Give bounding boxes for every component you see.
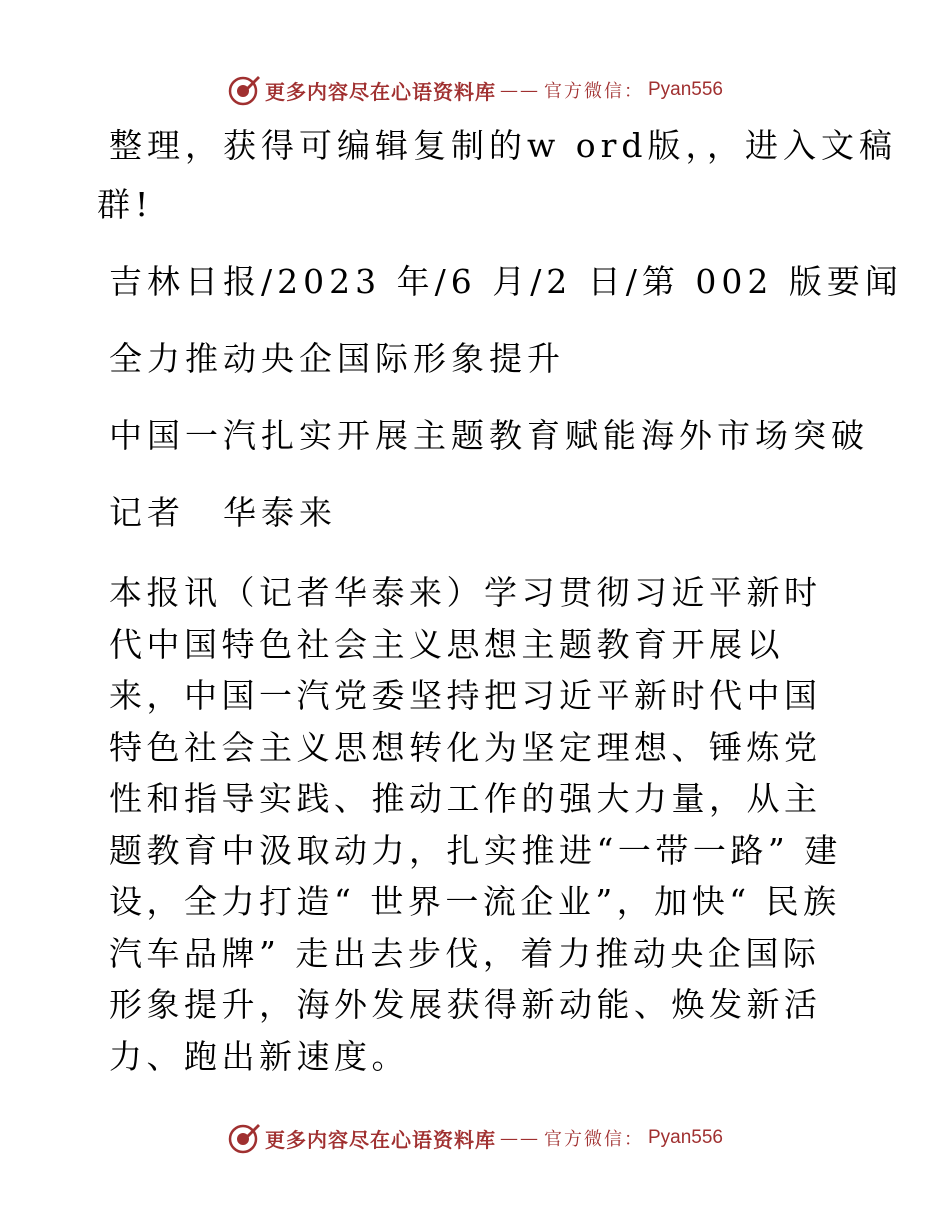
watermark-banner-bottom bbox=[0, 1118, 950, 1158]
intro-line-1: 整理，获得可编辑复制的w ord版，，进入文稿 bbox=[109, 126, 898, 165]
watermark-main-text: 更多内容尽在心语资料库 bbox=[264, 1127, 496, 1152]
watermark-channel: 官方微信： bbox=[543, 1129, 644, 1150]
headline: 全力推动央企国际形象提升 bbox=[109, 339, 565, 378]
source-line: 吉林日报/2023 年/6 月/2 日/第 002 版要闻 bbox=[109, 262, 903, 301]
subheadline: 中国一汽扎实开展主题教育赋能海外市场突破 bbox=[109, 416, 869, 455]
watermark-banner-top bbox=[0, 70, 950, 110]
intro-line-2: 群! bbox=[97, 185, 154, 224]
pen-logo-icon bbox=[227, 73, 261, 107]
watermark-id: Pyan556 bbox=[647, 79, 723, 100]
pen-logo-icon bbox=[227, 1121, 261, 1155]
watermark-dash: —— bbox=[499, 79, 540, 101]
watermark-main-text: 更多内容尽在心语资料库 bbox=[264, 79, 496, 104]
watermark-dash: —— bbox=[499, 1127, 540, 1149]
document-content bbox=[97, 120, 903, 1082]
watermark-id: Pyan556 bbox=[647, 1127, 723, 1148]
byline: 记者 华泰来 bbox=[109, 493, 337, 532]
watermark-channel: 官方微信： bbox=[543, 81, 644, 102]
body-paragraph: 本报讯（记者华泰来）学习贯彻习近平新时代中国特色社会主义思想主题教育开展以来，中国一汽党委坚持把习近平新时代中国特色社会主义思想转化为坚定理想、锤炼党性和指导实践、推动工作的强大力量，从主题教育中汲取动力，扎实推进“一带一路” 建设，全力打造“ 世界一流企业”，加快“ 民族汽车品牌” 走出去步伐，着力推动央企国际形象提升，海外发展获得新动能、焕发新活力、跑出新速度。 bbox=[109, 573, 842, 1076]
